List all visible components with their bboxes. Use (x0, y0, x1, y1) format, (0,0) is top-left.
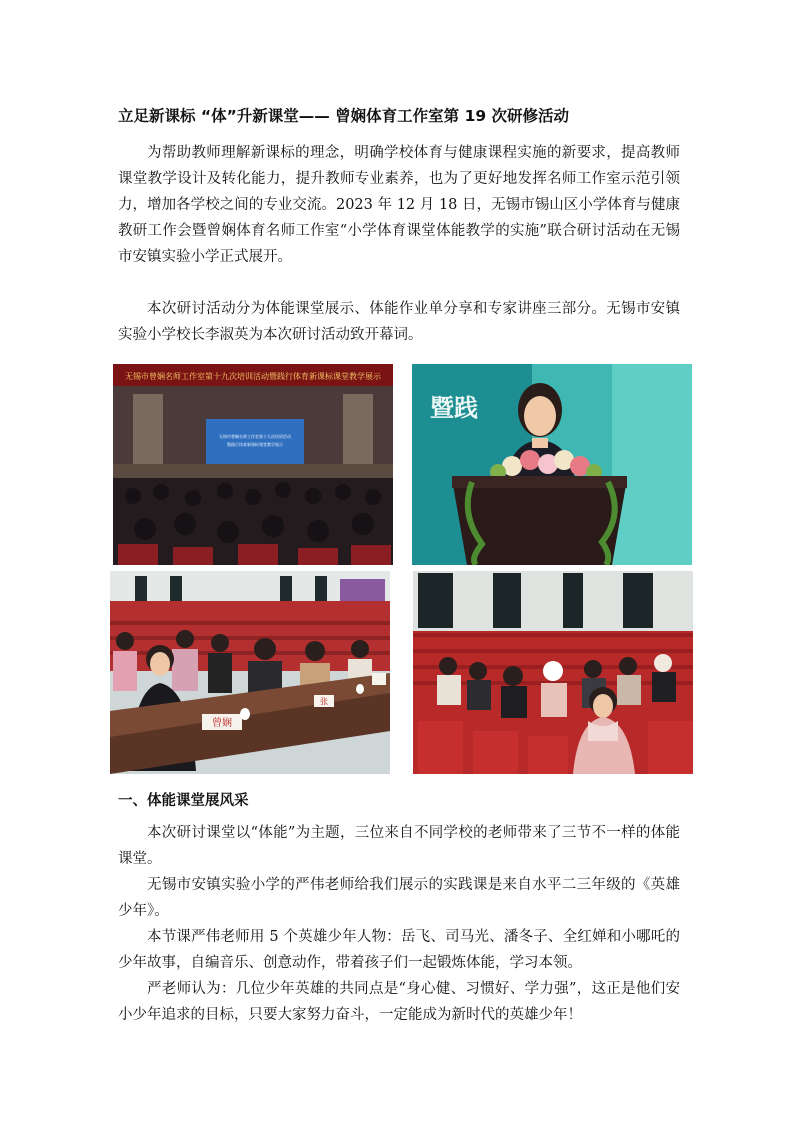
projector-screen-line-2: 暨践行体育新课标课堂教学展示 (227, 442, 283, 447)
name-card-2: 张 (320, 697, 328, 706)
photo-front-row-audience (110, 571, 390, 774)
lesson-theme-paragraph: 本次研讨课堂以“体能”为主题，三位来自不同学校的老师带来了三节不一样的体能课堂。 (118, 825, 680, 867)
intro-paragraph: 为帮助教师理解新课标的理念，明确学校体育与健康课程实施的新要求，提高教师课堂教学设计及转化能力，提升教师专业素养，也为了更好地发挥名师工作室示范引领力，增加各学校之间的专业交流。2023 年 12 月 18 日，无锡市锡山区小学体育与健康教研工作会暨曾娴体育名师工作室“小学体育课堂体能教学的实施”联合研讨活动在无锡市安镇实验小学正式展开。 (118, 145, 680, 265)
stage-banner: 无锡市曾娴名师工作室第十九次培训活动暨践行体育新课标课堂教学展示 (125, 372, 381, 381)
section-heading-physical-fitness: 一、体能课堂展风采 (118, 793, 249, 809)
photo-speaker-podium (412, 364, 692, 565)
photo-auditorium-stage (113, 364, 393, 565)
photo-audience-seats (413, 571, 693, 774)
backdrop-text: 暨践 (430, 394, 478, 422)
name-card-1: 曾娴 (212, 718, 232, 729)
teacher-intro-paragraph: 无锡市安镇实验小学的严伟老师给我们展示的实践课是来自水平二三年级的《英雄少年》。 (118, 877, 680, 919)
lesson-content-paragraph: 本节课严伟老师用 5 个英雄少年人物：岳飞、司马光、潘冬子、全红婵和小哪吒的少年故事，自编音乐、创意动作，带着孩子们一起锻炼体能，学习本领。 (118, 929, 680, 971)
activity-overview-paragraph: 本次研讨活动分为体能课堂展示、体能作业单分享和专家讲座三部分。无锡市安镇实验小学校长李淑英为本次研讨活动致开幕词。 (118, 301, 680, 343)
teacher-view-paragraph: 严老师认为：几位少年英雄的共同点是“身心健、习惯好、学力强”，这正是他们安小少年追求的目标，只要大家努力奋斗，一定能成为新时代的英雄少年！ (118, 981, 680, 1023)
projector-screen-line-1: 无锡市曾娴名师工作室第十九次培训活动 (219, 434, 291, 439)
document-title: 立足新课标 “体”升新课堂—— 曾娴体育工作室第 19 次研修活动 (118, 107, 570, 125)
